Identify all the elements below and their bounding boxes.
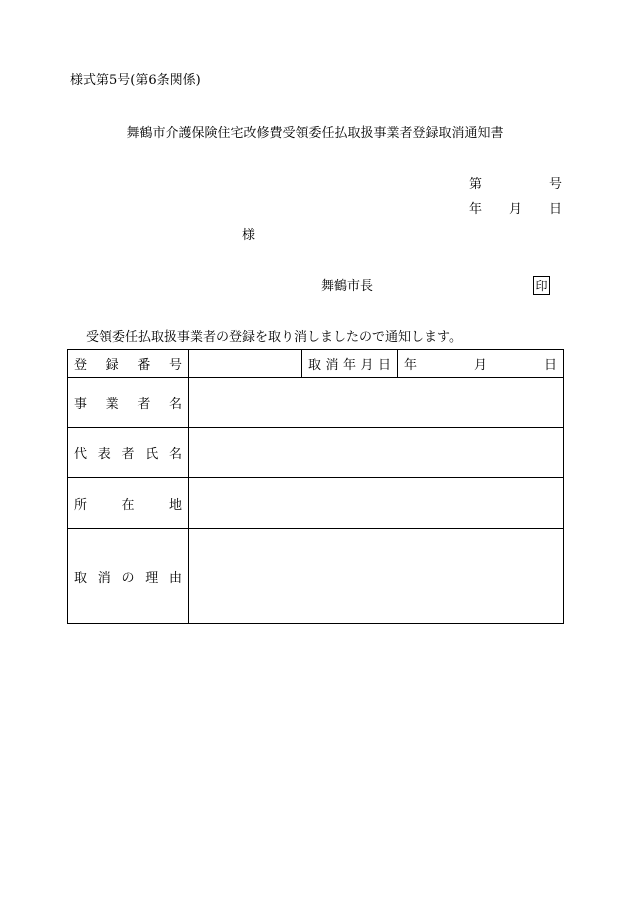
issuer-name: 舞鶴市長 — [321, 279, 374, 294]
representative-label-cell — [68, 428, 189, 478]
recipient-honorific: 様 — [242, 228, 256, 243]
cancel-date-day: 日 — [543, 358, 557, 373]
business-name-label-cell — [68, 378, 189, 428]
table-row-reason — [68, 529, 564, 624]
cancel-date-field[interactable] — [398, 350, 564, 378]
cancel-date-month: 月 — [473, 358, 487, 373]
table-row-business-name — [68, 378, 564, 428]
cancellation-form-table — [67, 349, 564, 624]
form-number: 様式第5号(第6条関係) — [70, 73, 201, 88]
business-name-label: 事業者名 — [74, 397, 182, 412]
seal-box — [533, 276, 550, 295]
issue-date-year: 年 — [469, 202, 483, 217]
document-number-prefix: 第 — [469, 177, 483, 192]
cancel-date-year: 年 — [404, 358, 418, 373]
table-row-registration — [68, 350, 564, 378]
document-title: 舞鶴市介護保険住宅改修費受領委任払取扱事業者登録取消通知書 — [126, 126, 504, 141]
cancel-date-label-cell — [302, 350, 398, 378]
reason-label-cell — [68, 529, 189, 624]
issue-date-day: 日 — [549, 202, 563, 217]
address-label: 所在地 — [74, 497, 182, 513]
representative-label: 代表者氏名 — [74, 447, 182, 462]
table-row-address — [68, 478, 564, 529]
cancel-date-label: 取消年月日 — [308, 358, 391, 373]
registration-number-field[interactable] — [189, 350, 302, 378]
reason-field[interactable] — [189, 529, 564, 624]
seal-mark: 印 — [535, 278, 548, 293]
business-name-field[interactable] — [189, 378, 564, 428]
issue-date-month: 月 — [509, 202, 523, 217]
registration-number-label-cell — [68, 350, 189, 378]
reason-label: 取消の理由 — [74, 570, 182, 586]
registration-number-label: 登録番号 — [74, 358, 182, 373]
address-label-cell — [68, 478, 189, 529]
address-field[interactable] — [189, 478, 564, 529]
representative-field[interactable] — [189, 428, 564, 478]
document-number-suffix: 号 — [549, 177, 563, 192]
notice-text: 受領委任払取扱事業者の登録を取り消しましたので通知します。 — [86, 330, 462, 345]
table-row-representative — [68, 428, 564, 478]
